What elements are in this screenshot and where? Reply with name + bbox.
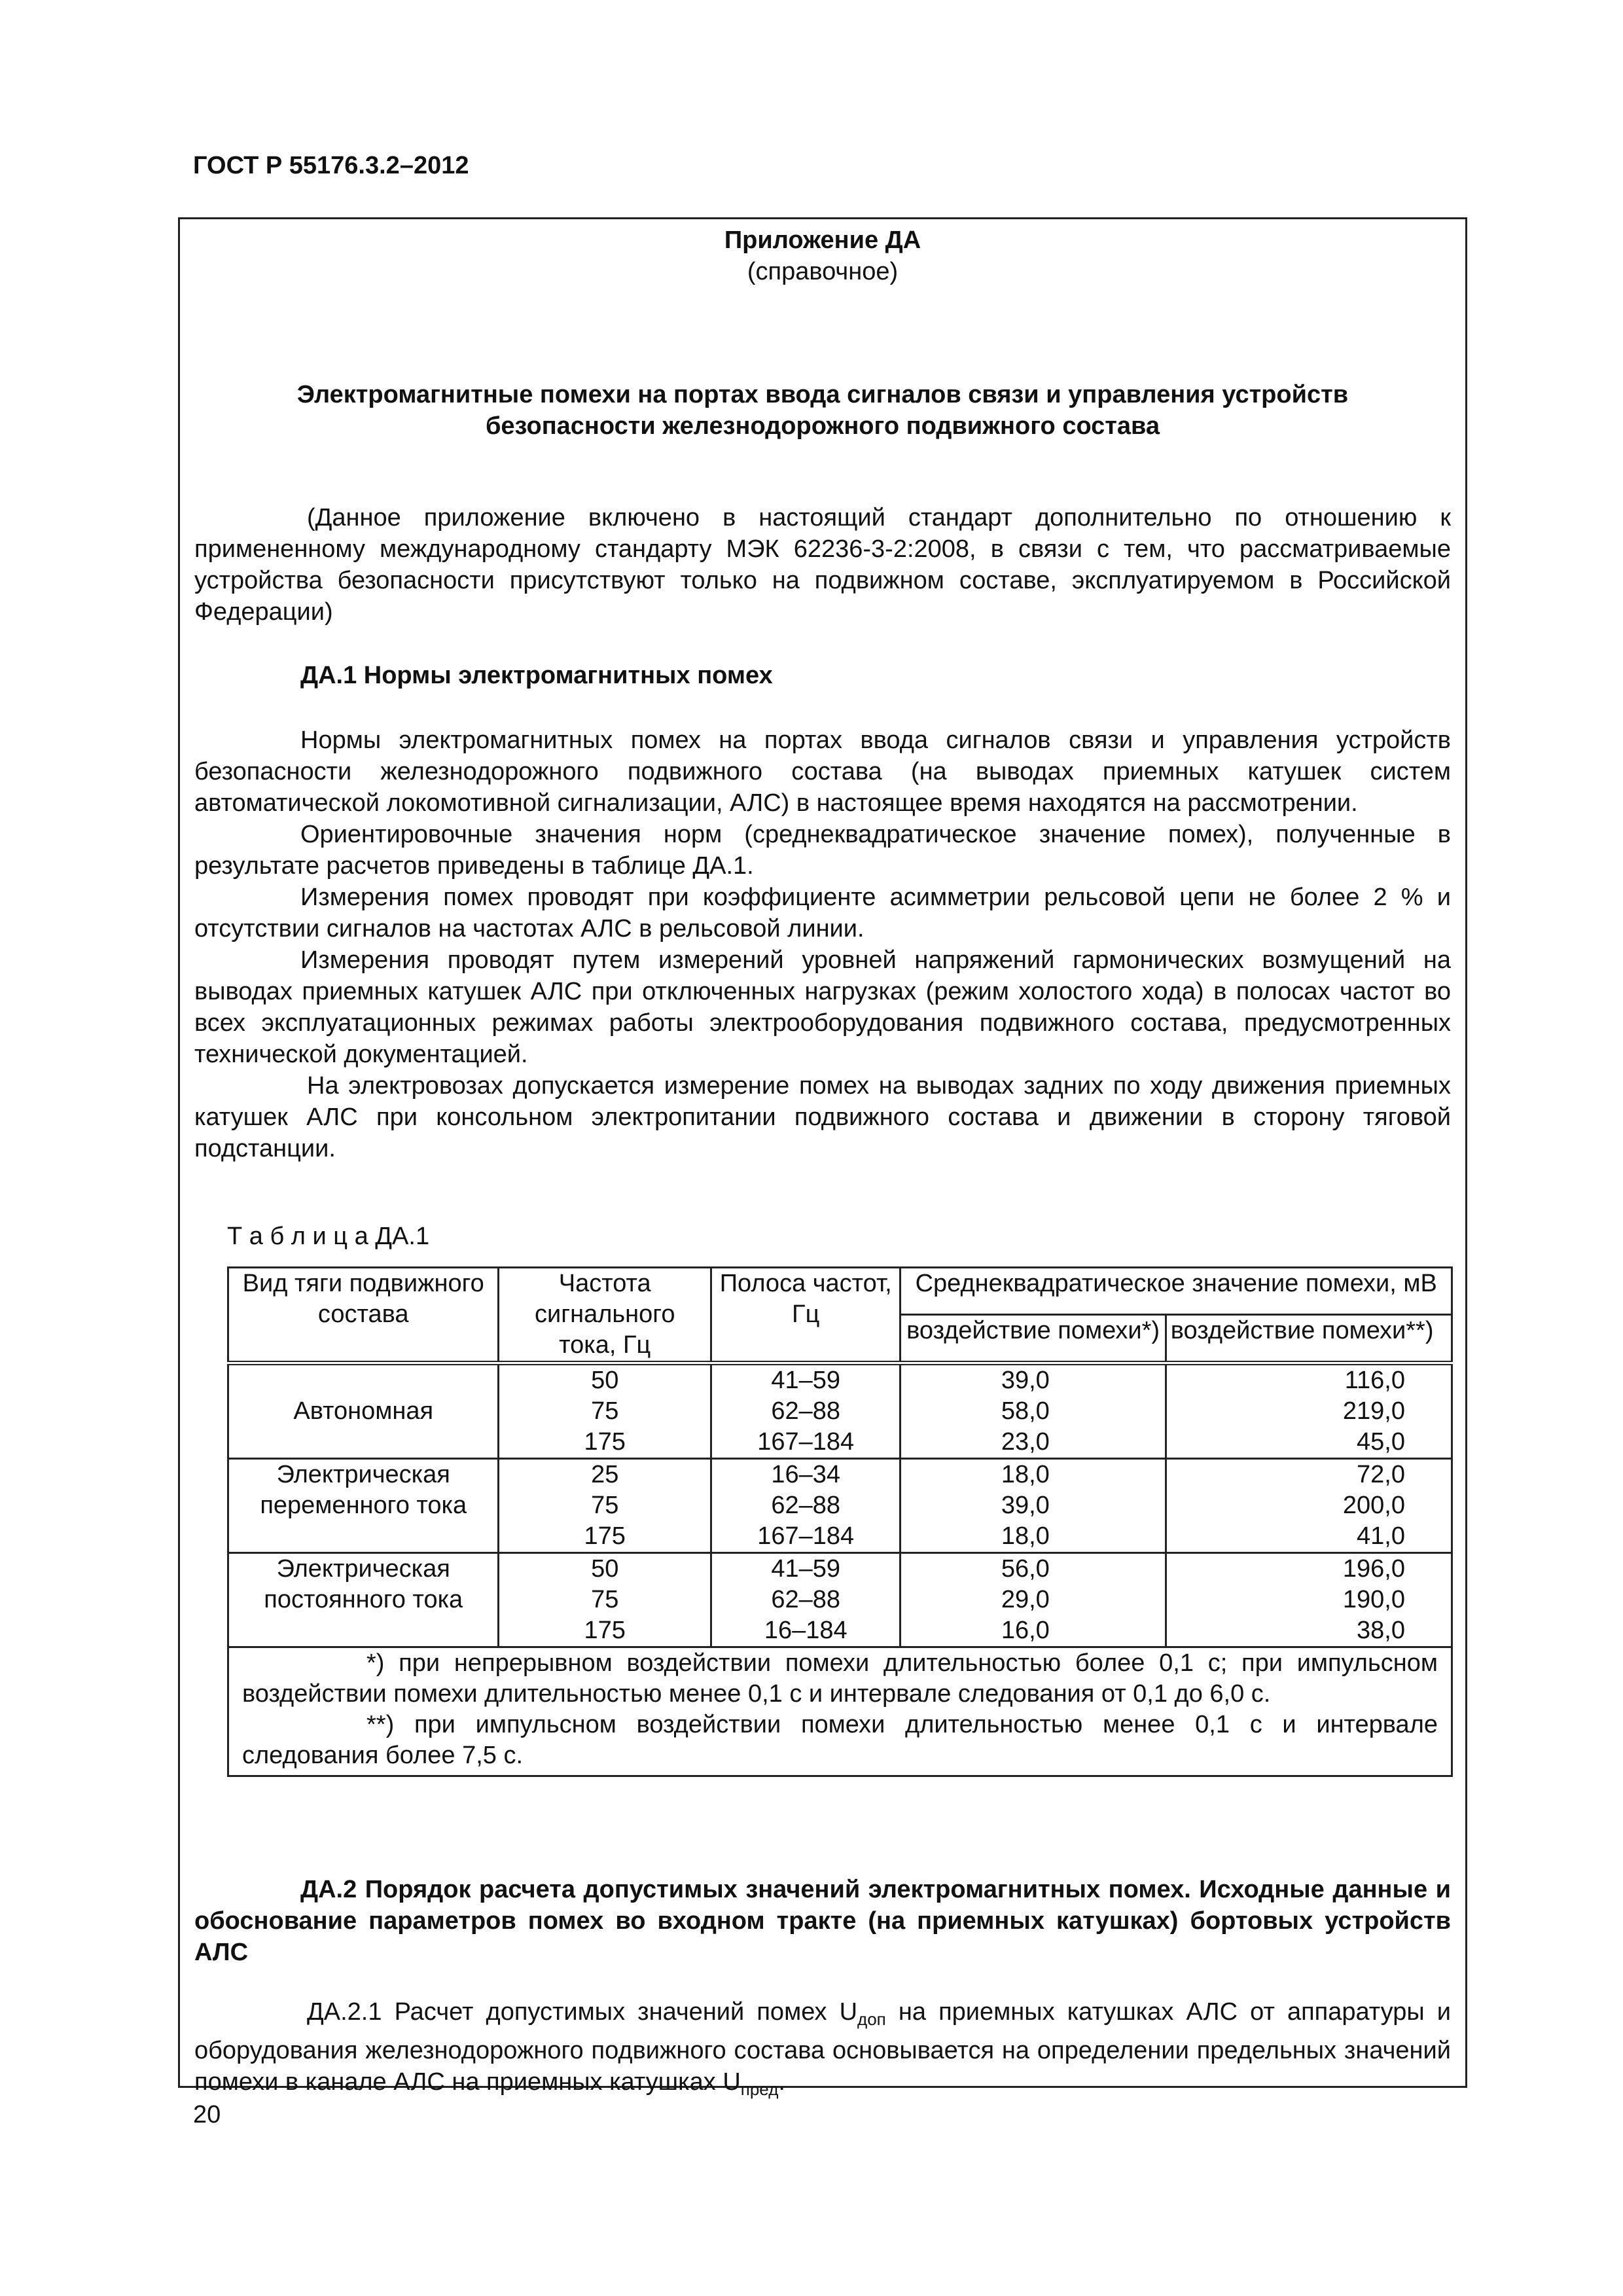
header-frequency: Частота сигнального тока, Гц xyxy=(499,1268,711,1363)
band-cell: 16–34 62–88 167–184 xyxy=(711,1459,901,1553)
section1-paragraph: Измерения проводят путем измерений уровней напряжений гармонических возмущений на выводах приемных катушек АЛС при отключенных нагрузках (режим холостого хода) в полосах частот во всех эксплуатационных режимах работы электрооборудования подвижного состава, предусмотренных технической документацией. xyxy=(194,946,1451,1068)
section1-heading: ДА.1 Нормы электромагнитных помех xyxy=(300,662,773,689)
table-header-row xyxy=(228,1268,1452,1315)
standard-header: ГОСТ Р 55176.3.2–2012 xyxy=(193,152,469,179)
table-row xyxy=(228,1459,1452,1553)
band-cell: 41–59 62–88 16–184 xyxy=(711,1553,901,1647)
appendix-heading-line1: Электромагнитные помехи на портах ввода сигналов связи и управления устройств xyxy=(296,381,1349,408)
section2-heading: ДА.2 Порядок расчета допустимых значений электромагнитных помех. Исходные данные и обоснование параметров помех во входном тракте (на приемных катушках) бортовых устройств АЛС xyxy=(194,1876,1451,1966)
table-note: **) при импульсном воздействии помехи длительностью менее 0,1 с и интервале следования более 7,5 с. xyxy=(242,1711,1438,1769)
band-cell: 41–59 62–88 167–184 xyxy=(711,1363,901,1459)
header-effect-impulse: воздействие помехи**) xyxy=(1166,1314,1452,1363)
value-cell: 56,0 29,0 16,0 xyxy=(901,1553,1166,1647)
header-rms: Среднеквадратическое значение помехи, мВ xyxy=(901,1268,1452,1315)
traction-type: Электрическая переменного тока xyxy=(228,1459,499,1553)
traction-type: Автономная xyxy=(228,1363,499,1459)
table-caption: Т а б л и ц а ДА.1 xyxy=(227,1223,430,1250)
table-row xyxy=(228,1553,1452,1647)
appendix-subtitle: (справочное) xyxy=(747,258,899,285)
header-effect-continuous: воздействие помехи*) xyxy=(901,1314,1166,1363)
value-cell: 196,0 190,0 38,0 xyxy=(1166,1553,1452,1647)
appendix-title: Приложение ДА xyxy=(724,226,921,254)
appendix-heading-line2: безопасности железнодорожного подвижного состава xyxy=(485,412,1160,440)
section1-paragraph: На электровозах допускается измерение помех на выводах задних по ходу движения приемных катушек АЛС при консольном электропитании подвижного состава и движении в сторону тяговой подстанции. xyxy=(194,1072,1451,1162)
traction-type: Электрическая постоянного тока xyxy=(228,1553,499,1647)
section1-body xyxy=(194,725,1451,1164)
appendix-note: (Данное приложение включено в настоящий стандарт дополнительно по отношению к примененному международному стандарту МЭК 62236-3-2:2008, в связи с тем, что рассматриваемые устройства безопасности присутствуют только на подвижном составе, эксплуатируемом в Российской Федерации) xyxy=(194,504,1451,626)
table-notes xyxy=(228,1647,1452,1776)
section1-paragraph: Нормы электромагнитных помех на портах ввода сигналов связи и управления устройств безопасности железнодорожного подвижного состава (на выводах приемных катушек систем автоматической локомотивной сигнализации, АЛС) в настоящее время находятся на рассмотрении. xyxy=(194,726,1451,817)
value-cell: 18,0 39,0 18,0 xyxy=(901,1459,1166,1553)
section1-paragraph: Измерения помех проводят при коэффициенте асимметрии рельсовой цепи не более 2 % и отсутствии сигналов на частотах АЛС в рельсовой линии. xyxy=(194,884,1451,942)
header-type: Вид тяги подвижного состава xyxy=(228,1268,499,1363)
norms-table xyxy=(227,1266,1453,1777)
section1-paragraph: Ориентировочные значения норм (среднеквадратическое значение помех), полученные в результате расчетов приведены в таблице ДА.1. xyxy=(194,821,1451,880)
table-row xyxy=(228,1363,1452,1459)
page-number: 20 xyxy=(193,2101,221,2128)
freq-cell: 50 75 175 xyxy=(499,1363,711,1459)
value-cell: 72,0 200,0 41,0 xyxy=(1166,1459,1452,1553)
value-cell: 116,0 219,0 45,0 xyxy=(1166,1363,1452,1459)
freq-cell: 50 75 175 xyxy=(499,1553,711,1647)
page-frame xyxy=(178,217,1467,2099)
table-note: *) при непрерывном воздействии помехи длительностью более 0,1 с; при импульсном воздействии помехи длительностью менее 0,1 с и интервале следования от 0,1 до 6,0 с. xyxy=(242,1649,1438,1708)
value-cell: 39,0 58,0 23,0 xyxy=(901,1363,1166,1459)
header-band: Полоса частот, Гц xyxy=(711,1268,901,1363)
freq-cell: 25 75 175 xyxy=(499,1459,711,1553)
section2-paragraph: ДА.2.1 Расчет допустимых значений помех $U_{доп}$ на приемных катушках АЛС от аппаратуры и оборудования железнодорожного подвижного состава основывается на определении предельных значений помехи в канале АЛС на приемных катушках $U_{пред}$. xyxy=(194,1998,1451,2099)
table-notes-row xyxy=(228,1647,1452,1776)
